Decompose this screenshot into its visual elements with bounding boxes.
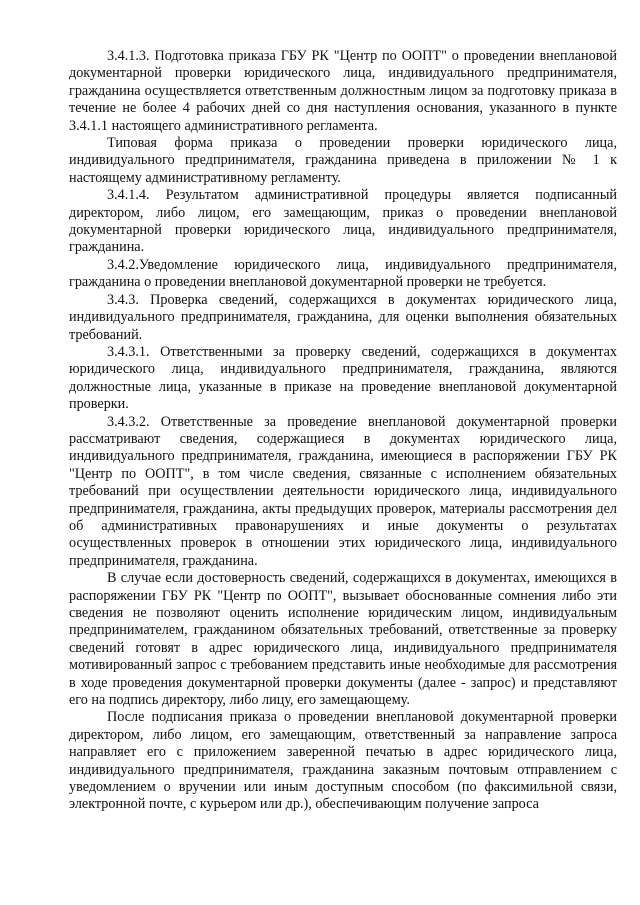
- paragraph-3-4-2: 3.4.2.Уведомление юридического лица, индивидуального предпринимателя, гражданина о проведении внеплановой документарной проверки не требуется.: [69, 256, 617, 291]
- paragraph-doubtful-info: В случае если достоверность сведений, содержащихся в документах, имеющихся в распоряжении ГБУ РК "Центр по ООПТ", вызывает обоснованные сомнения либо эти сведения не позволяют оценить исполнение юридическим лицом, индивидуальным предпринимателем, гражданином обязательных требований, ответственные за проверку сведений готовят в адрес юридического лица, индивидуального предпринимателя мотивированный запрос с требованием представить иные необходимые для рассмотрения в ходе проведения документарной проверки документы (далее - запрос) и представляют его на подпись директору, либо лицу, его замещающему.: [69, 570, 617, 709]
- paragraph-3-4-1-3: 3.4.1.3. Подготовка приказа ГБУ РК "Центр по ООПТ" о проведении внеплановой документарной проверки юридического лица, индивидуального предпринимателя, гражданина осуществляется ответственным должностным лицом за подготовку приказа в течение не более 4 рабочих дней со дня наступления основания, указанного в пункте 3.4.1.1 настоящего административного регламента.: [69, 48, 617, 134]
- paragraph-standard-form: Типовая форма приказа о проведении проверки юридического лица, индивидуального предпринимателя, гражданина приведена в приложении № 1 к настоящему административному регламенту.: [69, 135, 617, 186]
- paragraph-3-4-3-2: 3.4.3.2. Ответственные за проведение внеплановой документарной проверки рассматривают сведения, содержащиеся в документах юридического лица, индивидуального предпринимателя, гражданина, имеющиеся в распоряжении ГБУ РК "Центр по ООПТ", в том числе сведения, связанные с исполнением обязательных требований при осуществлении деятельности юридического лица, индивидуального предпринимателя, гражданина, акты предыдущих проверок, материалы рассмотрения дел об административных правонарушениях и иные документы о результатах осуществленных проверок в отношении этих юридического лица, индивидуального предпринимателя, гражданина.: [69, 413, 617, 569]
- paragraph-3-4-1-4: 3.4.1.4. Результатом административной процедуры является подписанный директором, либо лицом, его замещающим, приказ о проведении внеплановой документарной проверки юридического лица, индивидуального предпринимателя, гражданина.: [69, 187, 617, 256]
- paragraph-after-signing: После подписания приказа о проведении внеплановой документарной проверки директором, либо лицом, его замещающим, ответственный за направление запроса направляет его с приложением заверенной печатью в адрес юридического лица, индивидуального предпринимателя, гражданина заказным почтовым отправлением с уведомлением о вручении или иным доступным способом (по факсимильной связи, электронной почте, с курьером или др.), обеспечивающим получение запроса: [69, 709, 617, 813]
- document-page: [69, 48, 617, 814]
- paragraph-3-4-3-1: 3.4.3.1. Ответственными за проверку сведений, содержащихся в документах юридического лица, индивидуального предпринимателя, гражданина, являются должностные лица, указанные в приказе на проведение внеплановой документарной проверки.: [69, 343, 617, 413]
- paragraph-3-4-3: 3.4.3. Проверка сведений, содержащихся в документах юридического лица, индивидуального предпринимателя, гражданина, для оценки выполнения обязательных требований.: [69, 291, 617, 343]
